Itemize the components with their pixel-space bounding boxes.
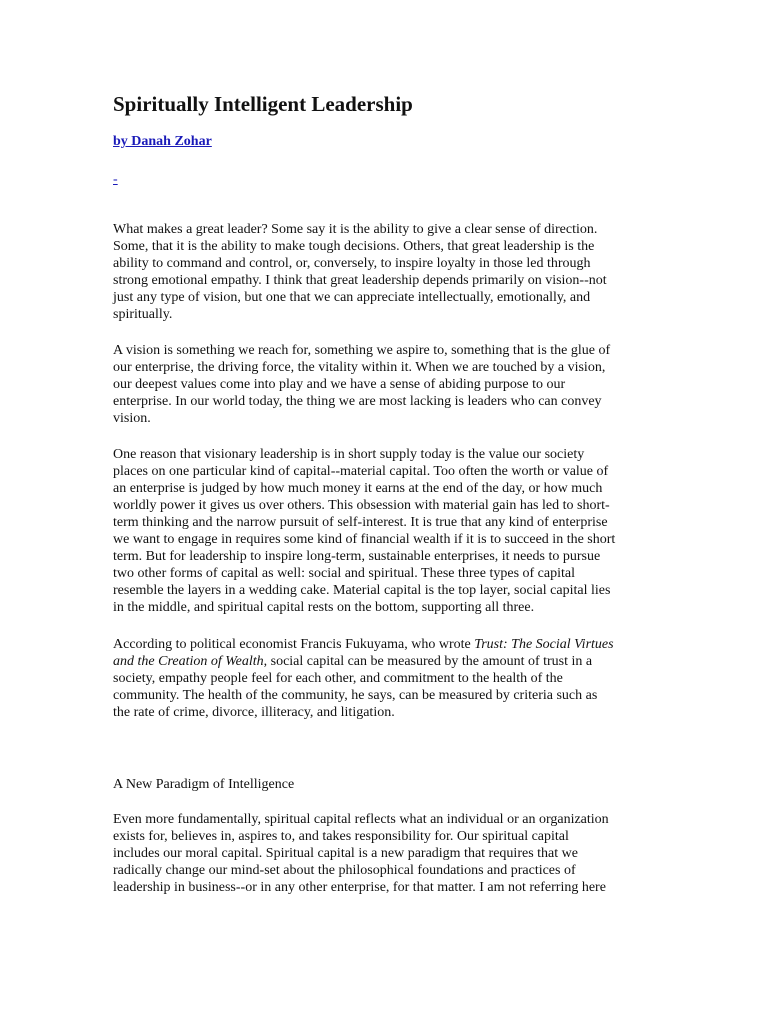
paragraph-1 — [113, 221, 658, 323]
paragraph-line: resemble the layers in a wedding cake. Material capital is the top layer, social capital lies — [113, 583, 611, 598]
paragraph-2 — [113, 342, 658, 427]
paragraph-final — [113, 811, 658, 896]
paragraph-line — [113, 653, 658, 670]
dash-link[interactable]: - — [113, 172, 118, 187]
paragraph-line: term. But for leadership to inspire long-term, sustainable enterprises, it needs to pursue — [113, 549, 601, 564]
paragraph-line: ability to command and control, or, conversely, to inspire loyalty in those led through — [113, 256, 591, 271]
paragraph-fukuyama — [113, 636, 658, 721]
paragraph-3 — [113, 446, 658, 616]
paragraph-line: Some, that it is the ability to make tough decisions. Others, that great leadership is the — [113, 239, 595, 254]
paragraph-line: two other forms of capital as well: social and spiritual. These three types of capital — [113, 566, 575, 581]
author-link[interactable]: by Danah Zohar — [113, 134, 212, 149]
paragraph-line: our deepest values come into play and we have a sense of abiding purpose to our — [113, 377, 566, 392]
paragraph-line: One reason that visionary leadership is in short supply today is the value our society — [113, 447, 585, 462]
paragraph-line: places on one particular kind of capital--material capital. Too often the worth or value of — [113, 464, 609, 479]
paragraph-line: radically change our mind-set about the philosophical foundations and practices of — [113, 863, 576, 878]
paragraph-line: includes our moral capital. Spiritual capital is a new paradigm that requires that we — [113, 846, 578, 861]
paragraph-line: exists for, believes in, aspires to, and takes responsibility for. Our spiritual capital — [113, 829, 569, 844]
book-title-part1: Trust: The Social Virtues — [474, 637, 614, 652]
paragraph-line: community. The health of the community, he says, can be measured by criteria such as — [113, 688, 598, 703]
paragraph-line: enterprise. In our world today, the thing we are most lacking is leaders who can convey — [113, 394, 602, 409]
paragraph-line: term thinking and the narrow pursuit of self-interest. It is true that any kind of enterprise — [113, 515, 608, 530]
fukuyama-line1-prefix: According to political economist Francis Fukuyama, who wrote — [113, 637, 475, 652]
paragraph-line: vision. — [113, 411, 151, 426]
paragraph-line: just any type of vision, but one that we can appreciate intellectually, emotionally, and — [113, 290, 591, 305]
book-title-part2: and the Creation of Wealth — [113, 654, 264, 669]
paragraph-line — [113, 636, 658, 653]
paragraph-line: we want to engage in requires some kind of financial wealth if it is to succeed in the short — [113, 532, 616, 547]
paragraph-line: spiritually. — [113, 307, 173, 322]
paragraph-line: an enterprise is judged by how much money it earns at the end of the day, or how much — [113, 481, 603, 496]
paragraph-line: the rate of crime, divorce, illiteracy, and litigation. — [113, 705, 395, 720]
paragraph-line: Even more fundamentally, spiritual capital reflects what an individual or an organization — [113, 812, 609, 827]
paragraph-line: worldly power it gives us over others. This obsession with material gain has led to short- — [113, 498, 610, 513]
paragraph-line: our enterprise, the driving force, the vitality within it. When we are touched by a vision, — [113, 360, 606, 375]
fukuyama-line2-suffix: , social capital can be measured by the amount of trust in a — [263, 654, 593, 669]
paragraph-line: society, empathy people feel for each other, and commitment to the health of the — [113, 671, 563, 686]
paragraph-line: in the middle, and spiritual capital rests on the bottom, supporting all three. — [113, 600, 535, 615]
section-heading: A New Paradigm of Intelligence — [113, 777, 295, 792]
article-title: Spiritually Intelligent Leadership — [113, 92, 413, 116]
paragraph-line: strong emotional empathy. I think that great leadership depends primarily on vision--not — [113, 273, 607, 288]
paragraph-line: What makes a great leader? Some say it is the ability to give a clear sense of direction. — [113, 222, 598, 237]
paragraph-line: leadership in business--or in any other enterprise, for that matter. I am not referring here — [113, 880, 606, 895]
paragraph-line: A vision is something we reach for, something we aspire to, something that is the glue of — [113, 343, 611, 358]
